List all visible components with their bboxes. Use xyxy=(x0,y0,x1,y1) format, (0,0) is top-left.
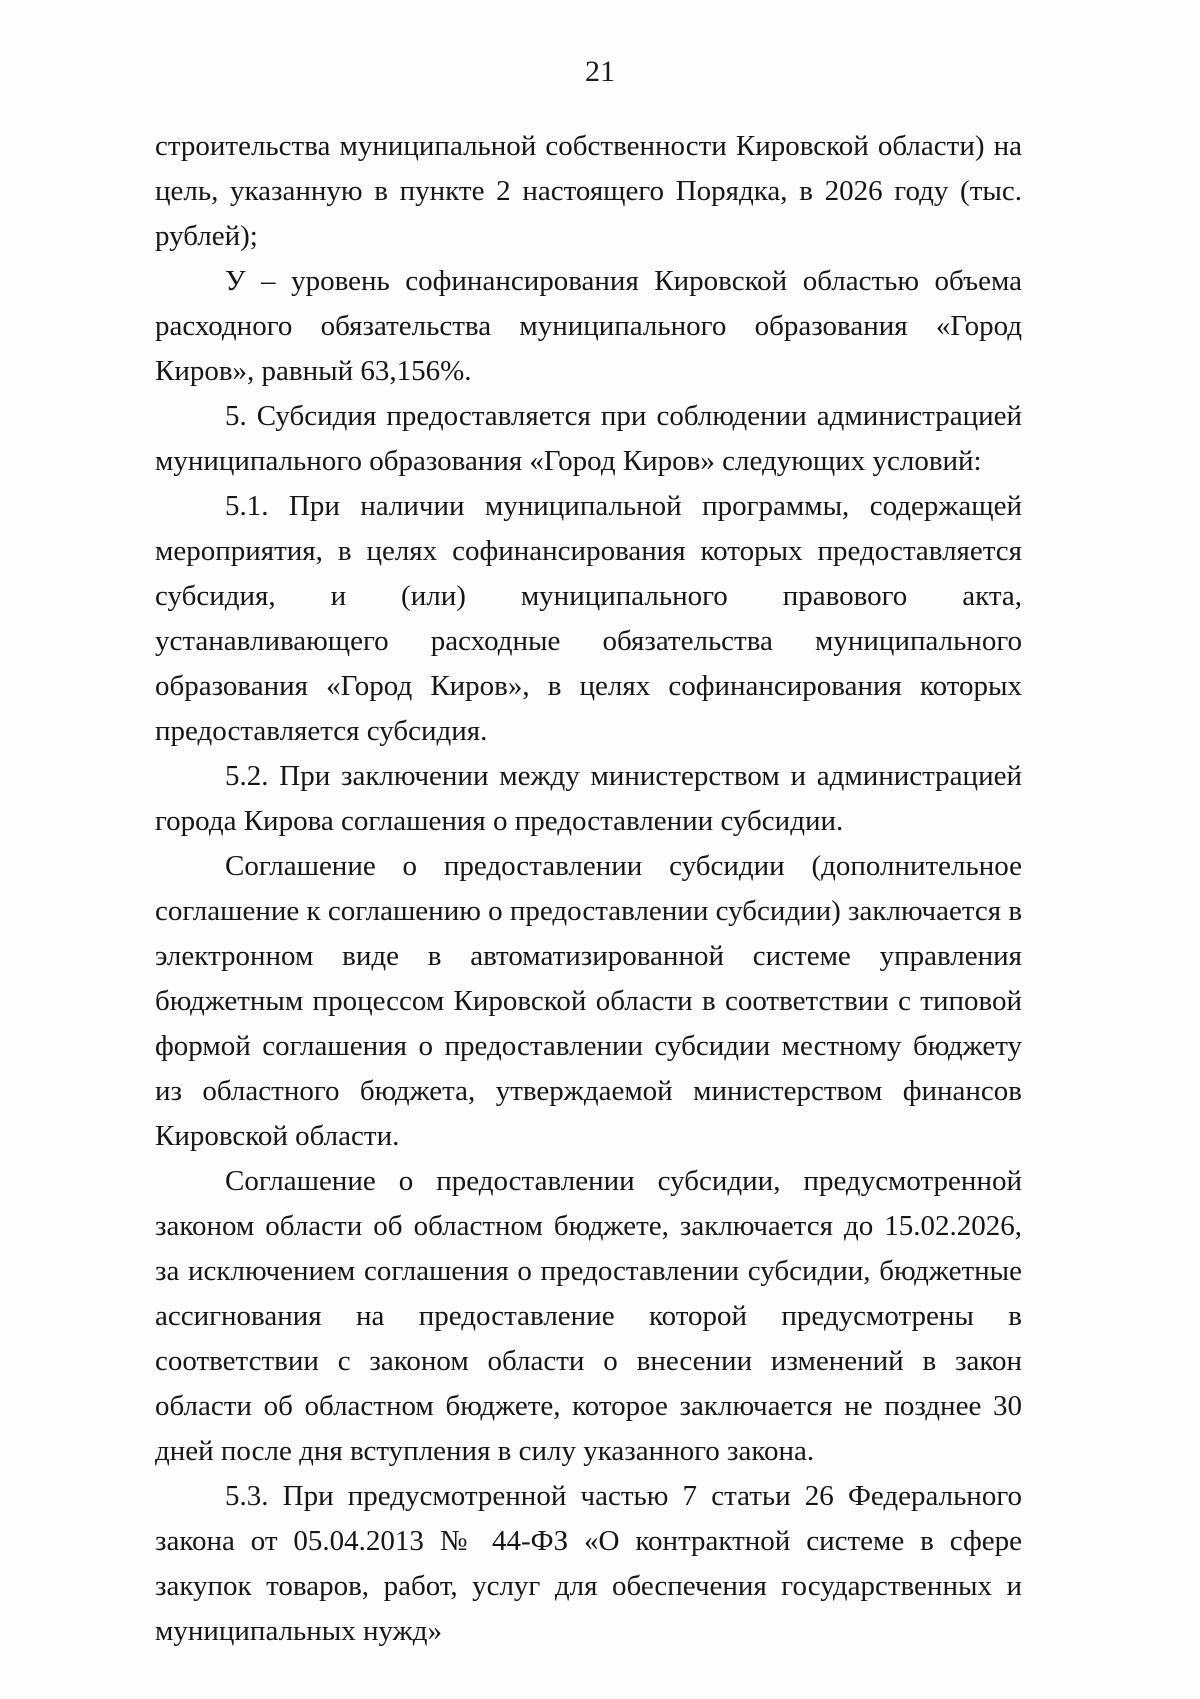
paragraph-1: строительства муниципальной собственности Кировской области) на цель, указанную в пункте 2 настоящего Порядка, в 2026 году (тыс. рублей); xyxy=(155,130,1022,252)
page-number: 21 xyxy=(585,55,615,88)
paragraph-3: 5. Субсидия предоставляется при соблюдении администрацией муниципального образования «Город Киров» следующих условий: xyxy=(155,400,1022,477)
paragraph-8: 5.3. При предусмотренной частью 7 статьи 26 Федерального закона от 05.04.2013 № 44-ФЗ «О контрактной системе в сфере закупок товаров, работ, услуг для обеспечения государственных и муниципальных нужд» xyxy=(155,1480,1022,1647)
paragraph-2: У – уровень софинансирования Кировской областью объема расходного обязательства муниципального образования «Город Киров», равный 63,156%. xyxy=(155,265,1022,387)
paragraph-5: 5.2. При заключении между министерством и администрацией города Кирова соглашения о предоставлении субсидии. xyxy=(155,760,1022,837)
document-body xyxy=(155,124,1022,1654)
paragraph-4: 5.1. При наличии муниципальной программы, содержащей мероприятия, в целях софинансирования которых предоставляется субсидия, и (или) муниципального правового акта, устанавливающего расходные обязательства муниципального образования «Город Киров», в целях софинансирования которых предоставляется субсидия. xyxy=(155,490,1022,747)
paragraph-7: Соглашение о предоставлении субсидии, предусмотренной законом области об областном бюджете, заключается до 15.02.2026, за исключением соглашения о предоставлении субсидии, бюджетные ассигнования на предоставление которой предусмотрены в соответствии с законом области о внесении изменений в закон области об областном бюджете, которое заключается не позднее 30 дней после дня вступления в силу указанного закона. xyxy=(155,1165,1022,1467)
paragraph-6: Соглашение о предоставлении субсидии (дополнительное соглашение к соглашению о предоставлении субсидии) заключается в электронном виде в автоматизированной системе управления бюджетным процессом Кировской области в соответствии с типовой формой соглашения о предоставлении субсидии местному бюджету из областного бюджета, утверждаемой министерством финансов Кировской области. xyxy=(155,850,1023,1152)
